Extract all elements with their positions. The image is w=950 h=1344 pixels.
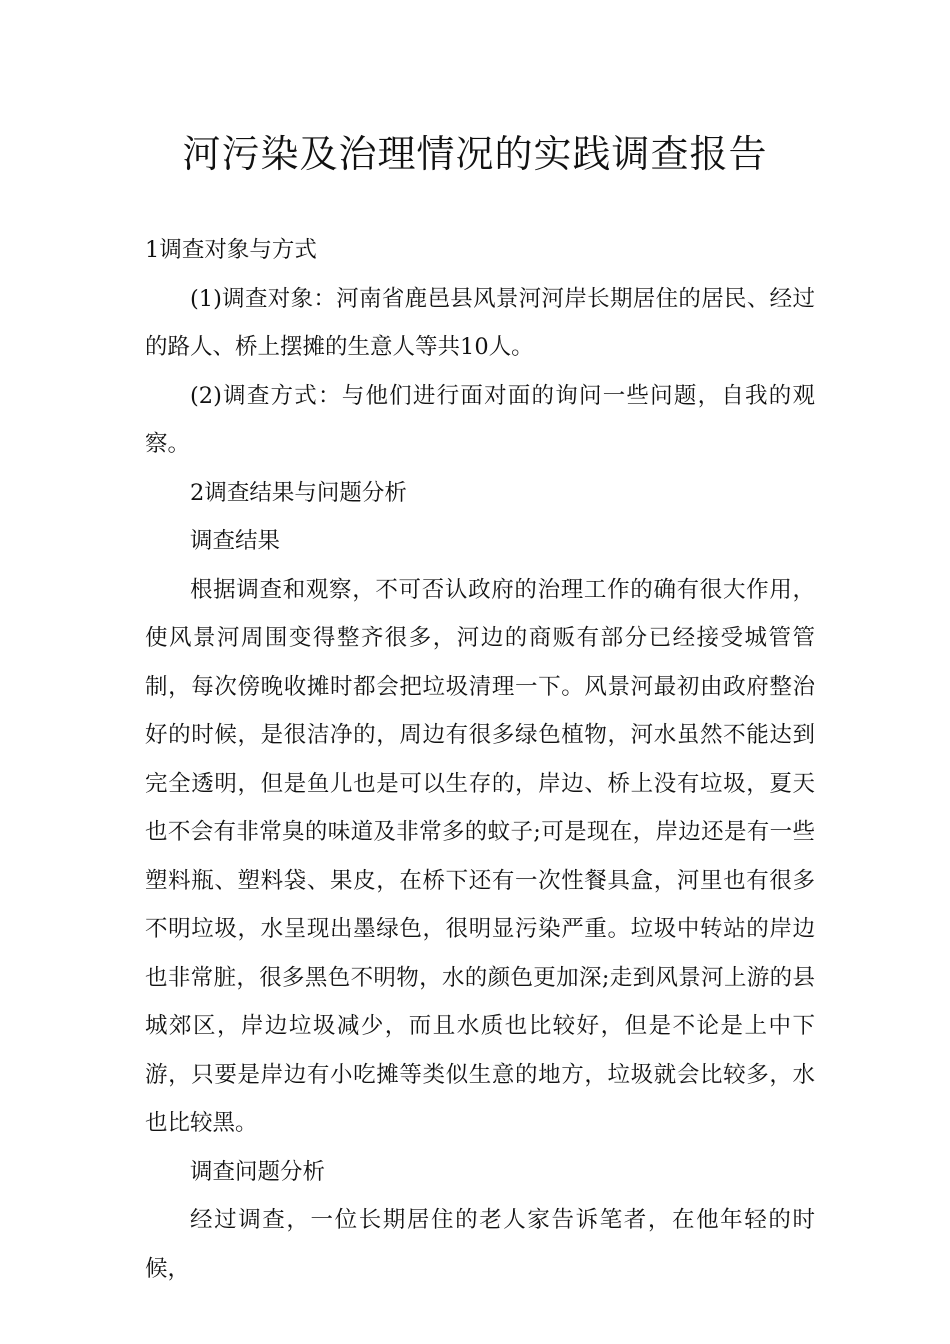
section-heading-1: 1调查对象与方式: [145, 237, 317, 263]
paragraph-analysis: 经过调查，一位长期居住的老人家告诉笔者，在他年轻的时候，: [145, 1207, 815, 1282]
document-body: [145, 226, 815, 1293]
subheading-results: 调查结果: [190, 528, 281, 554]
section-heading-2: 2调查结果与问题分析: [190, 479, 407, 506]
document-title: 河污染及治理情况的实践调查报告: [182, 132, 768, 176]
paragraph-survey-method: (2)调查方式：与他们进行面对面的询问一些问题，自我的观察。: [145, 382, 815, 457]
paragraph-results: 根据调查和观察，不可否认政府的治理工作的确有很大作用，使风景河周围变得整齐很多，河边的商贩有部分已经接受城管管制，每次傍晚收摊时都会把垃圾清理一下。风景河最初由政府整治好的时候，是很洁净的，周边有很多绿色植物，河水虽然不能达到完全透明，但是鱼儿也是可以生存的，岸边、桥上没有垃圾，夏天也不会有非常臭的味道及非常多的蚊子;可是现在，岸边还是有一些塑料瓶、塑料袋、果皮，在桥下还有一次性餐具盒，河里也有很多不明垃圾，水呈现出墨绿色，很明显污染严重。垃圾中转站的岸边也非常脏，很多黑色不明物，水的颜色更加深;走到风景河上游的县城郊区，岸边垃圾减少，而且水质也比较好，但是不论是上中下游，只要是岸边有小吃摊等类似生意的地方，垃圾就会比较多，水也比较黑。: [145, 576, 815, 1136]
paragraph-survey-subject: (1)调查对象：河南省鹿邑县风景河河岸长期居住的居民、经过的路人、桥上摆摊的生意人等共10人。: [145, 285, 815, 360]
subheading-analysis: 调查问题分析: [190, 1158, 326, 1185]
